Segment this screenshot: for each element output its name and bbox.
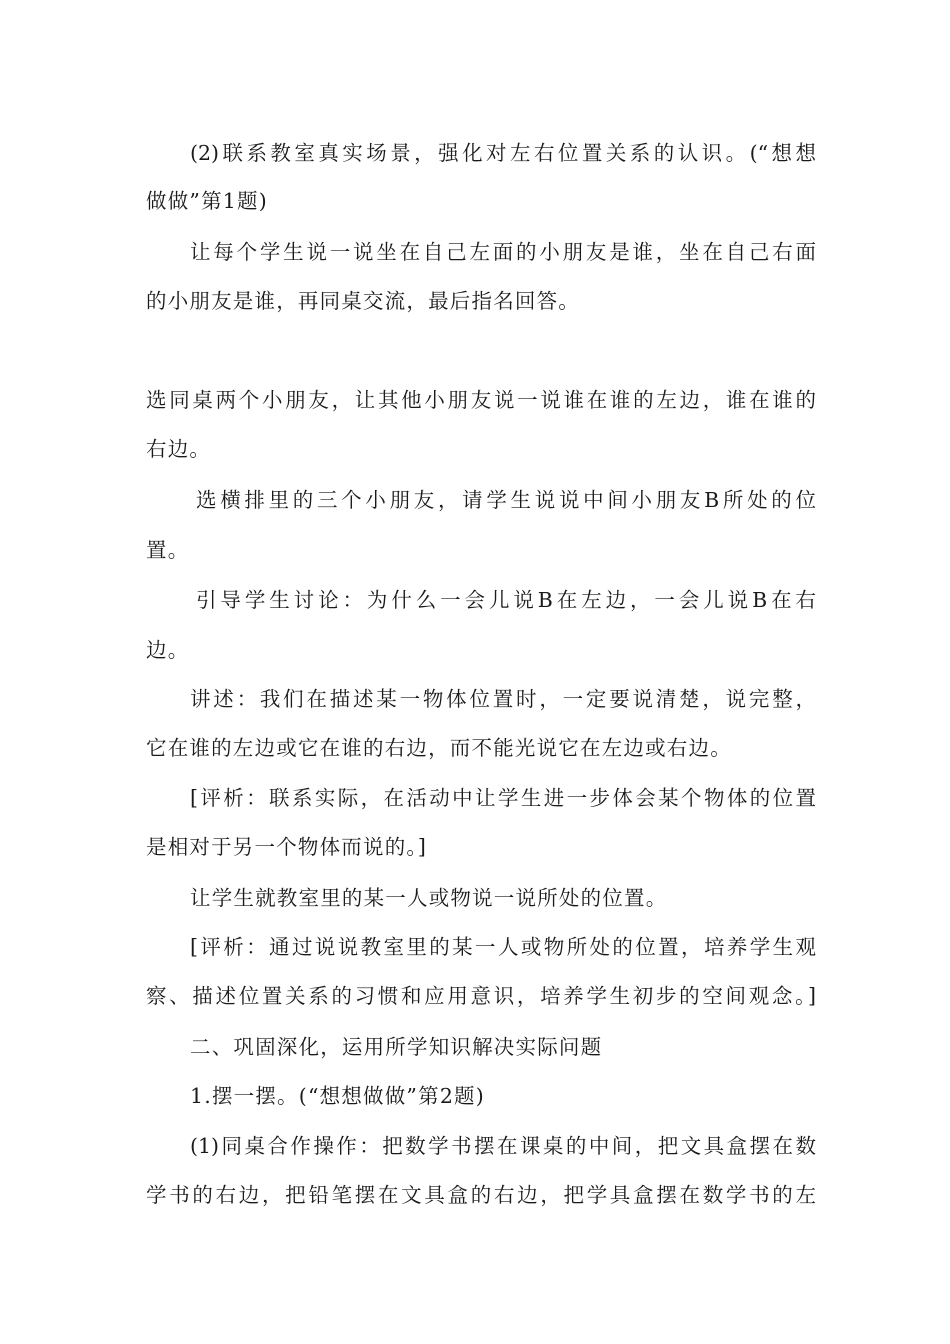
- paragraph-line: 它在谁的左边或它在谁的右边，而不能光说它在左边或右边。: [146, 736, 732, 760]
- paragraph-line: 边。: [146, 638, 190, 662]
- paragraph-line: 引导学生讨论：为什么一会儿说B在左边，一会儿说B在右: [196, 588, 816, 612]
- paragraph-line: [评析：通过说说教室里的某一人或物所处的位置，培养学生观: [190, 935, 816, 959]
- paragraph-line: 是相对于另一个物体而说的。]: [146, 835, 428, 859]
- paragraph-line: 选横排里的三个小朋友，请学生说说中间小朋友B所处的位: [196, 488, 816, 512]
- paragraph-line: 让学生就教室里的某一人或物说一说所处的位置。: [190, 886, 668, 910]
- paragraph-line: 右边。: [146, 437, 212, 461]
- paragraph-line: 选同桌两个小朋友，让其他小朋友说一说谁在谁的左边，谁在谁的: [146, 388, 816, 412]
- paragraph-line: 察、描述位置关系的习惯和应用意识，培养学生初步的空间观念。]: [146, 984, 816, 1008]
- paragraph-line: 让每个学生说一说坐在自己左面的小朋友是谁，坐在自己右面: [190, 240, 816, 264]
- paragraph-line: 做做”第1题): [146, 189, 268, 213]
- section-heading: 二、巩固深化，运用所学知识解决实际问题: [190, 1035, 603, 1059]
- paragraph-line: [评析：联系实际，在活动中让学生进一步体会某个物体的位置: [190, 786, 816, 810]
- paragraph-line: 1.摆一摆。(“想想做做”第2题): [190, 1084, 485, 1108]
- paragraph-line: (2)联系教室真实场景，强化对左右位置关系的认识。(“想想: [190, 141, 816, 165]
- paragraph-line: 学书的右边，把铅笔摆在文具盒的右边，把学具盒摆在数学书的左: [146, 1183, 816, 1207]
- paragraph-line: 置。: [146, 538, 190, 562]
- paragraph-line: (1)同桌合作操作：把数学书摆在课桌的中间，把文具盒摆在数: [190, 1134, 816, 1158]
- paragraph-line: 讲述：我们在描述某一物体位置时，一定要说清楚，说完整，: [190, 687, 816, 711]
- paragraph-line: 的小朋友是谁，再同桌交流，最后指名回答。: [146, 289, 580, 313]
